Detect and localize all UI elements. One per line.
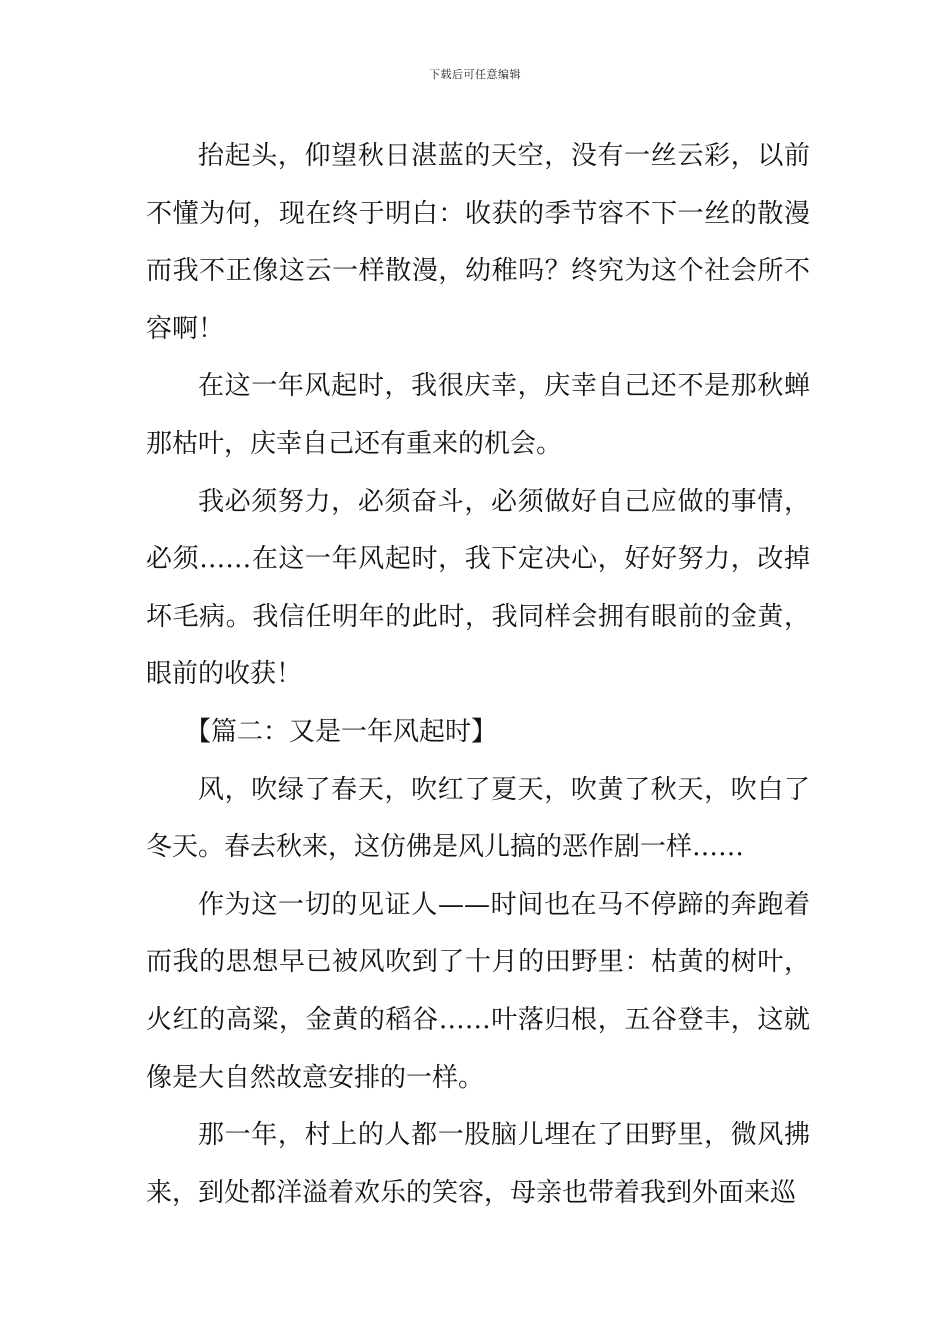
paragraph: 抬起头，仰望秋日湛蓝的天空，没有一丝云彩，以前不懂为何，现在终于明白：收获的季节容不下一丝的散漫而我不正像这云一样散漫，幼稚吗？终究为这个社会所不容啊！ — [146, 141, 810, 344]
paragraph: 我必须努力，必须奋斗，必须做好自己应做的事情，必须……在这一年风起时，我下定决心，好好努力，改掉坏毛病。我信任明年的此时，我同样会拥有眼前的金黄，眼前的收获！ — [146, 486, 810, 690]
paragraph: 风，吹绿了春天，吹红了夏天，吹黄了秋天，吹白了冬天。春去秋来，这仿佛是风儿搞的恶作剧一样…… — [146, 774, 810, 863]
section-heading: 【篇二：又是一年风起时】 — [185, 716, 498, 747]
paragraph: 在这一年风起时，我很庆幸，庆幸自己还不是那秋蝉那枯叶，庆幸自己还有重来的机会。 — [146, 371, 810, 459]
paragraph: 作为这一切的见证人——时间也在马不停蹄的奔跑着而我的思想早已被风吹到了十月的田野里：枯黄的树叶，火红的高粱，金黄的稻谷……叶落归根，五谷登丰，这就像是大自然故意安排的一样。 — [146, 889, 810, 1093]
document-body — [146, 128, 810, 1222]
page-header: 下载后可任意编辑 — [429, 68, 521, 81]
paragraph: 那一年，村上的人都一股脑儿埋在了田野里，微风拂来，到处都洋溢着欢乐的笑容，母亲也带着我到外面来巡 — [146, 1120, 810, 1208]
